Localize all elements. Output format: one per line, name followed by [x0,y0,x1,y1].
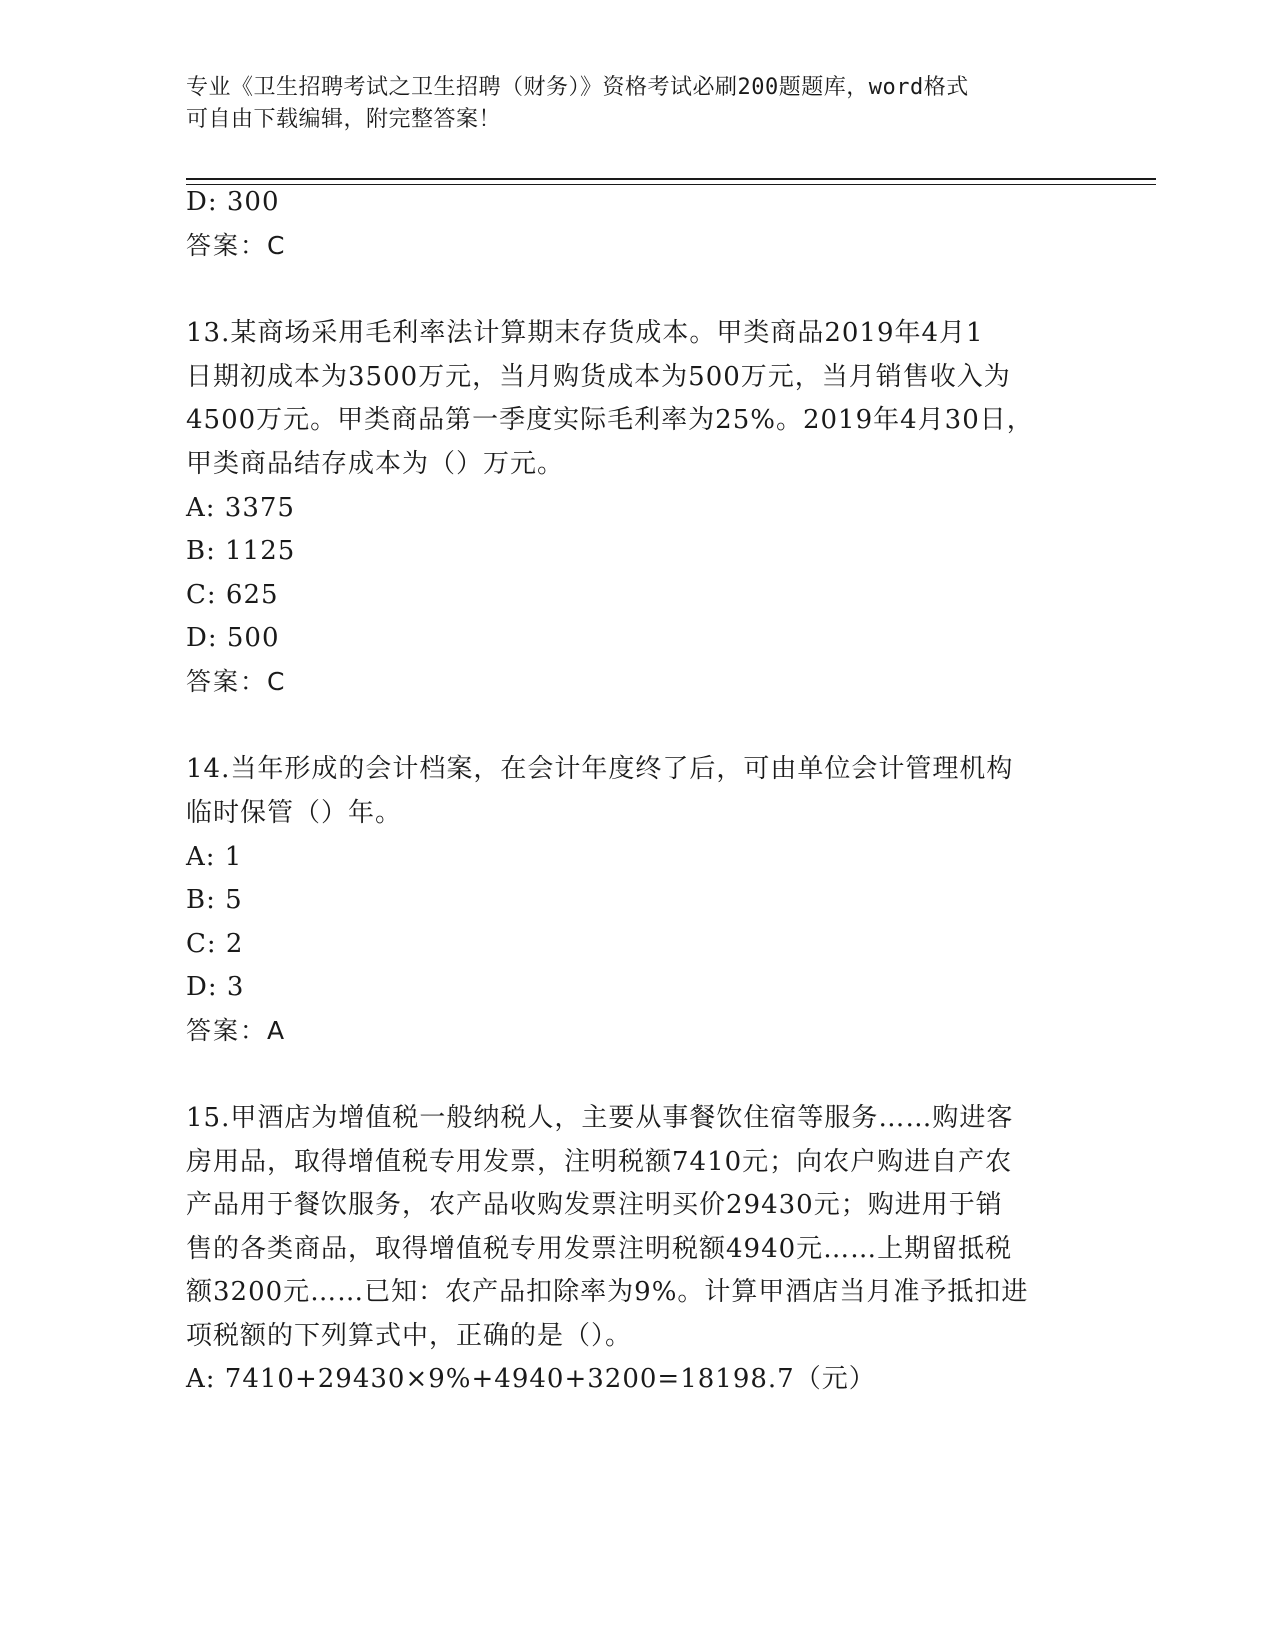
q13-text-line-4: 甲类商品结存成本为（）万元。 [186,449,565,479]
q14-option-d: D: 3 [186,972,245,1002]
prev-option-d: D: 300 [186,187,280,217]
q15-text-line-3: 产品用于餐饮服务，农产品收购发票注明买价29430元；购进用于销 [186,1190,1003,1220]
q13-option-d: D: 500 [186,623,280,653]
q13-text-line-1: 13.某商场采用毛利率法计算期末存货成本。甲类商品2019年4月1 [186,318,984,348]
q14-option-b: B: 5 [186,885,243,915]
header-line-2: 可自由下载编辑，附完整答案！ [186,107,502,132]
header-rule-thick [186,178,1156,180]
q15-text-line-4: 售的各类商品，取得增值税专用发票注明税额4940元……上期留抵税 [186,1234,1013,1264]
header-line-1: 专业《卫生招聘考试之卫生招聘（财务）》资格考试必刷200题题库，word格式 [186,75,969,100]
document-header [186,72,1066,136]
q14-option-a: A: 1 [186,842,243,872]
q13-option-b: B: 1125 [186,536,296,566]
q13-option-a: A: 3375 [186,493,295,523]
q15-text-line-1: 15.甲酒店为增值税一般纳税人，主要从事餐饮住宿等服务……购进客 [186,1103,1014,1133]
q15-text-line-6: 项税额的下列算式中，正确的是（）。 [186,1321,633,1351]
q13-answer: 答案：C [186,667,287,696]
prev-answer: 答案：C [186,231,287,260]
q15-text-line-5: 额3200元……已知：农产品扣除率为9%。计算甲酒店当月准予抵扣进 [186,1277,1029,1307]
q13-option-c: C: 625 [186,580,279,610]
q15-option-a: A: 7410+29430×9%+4940+3200=18198.7（元） [186,1364,876,1394]
q14-answer: 答案：A [186,1016,287,1045]
header-rule-thin [186,184,1156,185]
q14-text-line-2: 临时保管（）年。 [186,798,403,828]
q14-text-line-1: 14.当年形成的会计档案，在会计年度终了后，可由单位会计管理机构 [186,754,1014,784]
q15-text-line-2: 房用品，取得增值税专用发票，注明税额7410元；向农户购进自产农 [186,1147,1013,1177]
q14-option-c: C: 2 [186,929,244,959]
q13-text-line-3: 4500万元。甲类商品第一季度实际毛利率为25%。2019年4月30日， [186,405,1034,435]
q13-text-line-2: 日期初成本为3500万元，当月购货成本为500万元，当月销售收入为 [186,362,1011,392]
